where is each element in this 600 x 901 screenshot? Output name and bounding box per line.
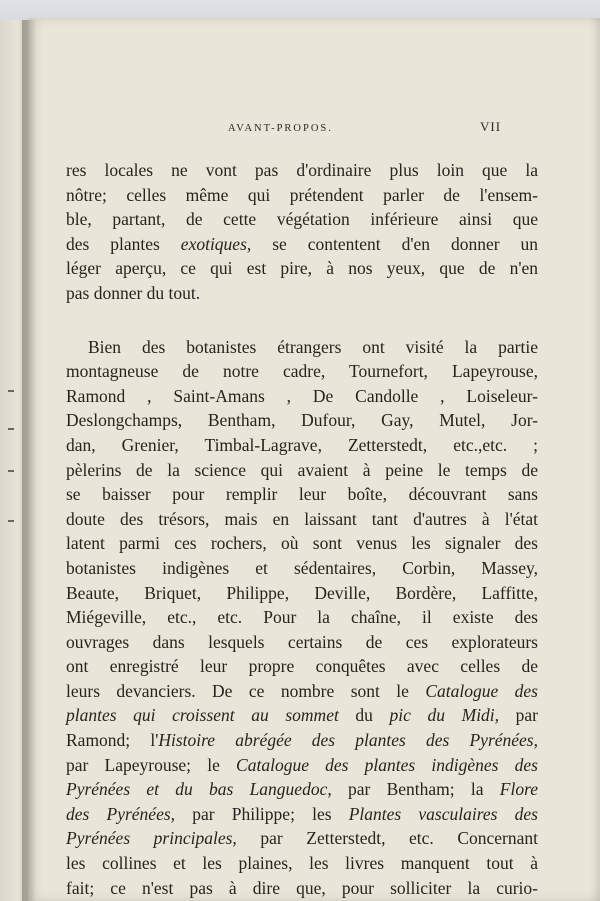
spine-shadow [22, 20, 36, 901]
text-segment: botanistes indigènes et sédentaires, Corbin, Massey, [66, 557, 538, 578]
text-line [66, 384, 538, 409]
paragraph [66, 158, 538, 306]
text-segment: nôtre; celles même qui prétendent parler de l'ensem- [66, 184, 538, 205]
text-line [66, 433, 538, 458]
book-page [28, 18, 600, 901]
text-line [66, 728, 538, 753]
text-line [66, 531, 538, 556]
text-segment: pèlerins de la science qui avaient à peine le temps de [66, 459, 538, 480]
text-line [66, 458, 538, 483]
italic-text: Flore [499, 779, 538, 800]
text-line [66, 507, 538, 532]
text-line [66, 408, 538, 433]
italic-text: Plantes vasculaires des [348, 803, 538, 824]
text-segment: latent parmi ces rochers, où sont venus les signaler des [66, 533, 538, 554]
text-line [66, 876, 538, 901]
text-line [66, 679, 538, 704]
text-line [66, 281, 538, 306]
text-line [66, 851, 538, 876]
italic-text: exotiques, [180, 233, 252, 254]
text-line [66, 654, 538, 679]
italic-text: Histoire abrégée des plantes des Pyrénées, [158, 730, 538, 751]
text-segment: des plantes [66, 233, 181, 254]
italic-text: Catalogue des [425, 680, 538, 701]
text-line [66, 802, 538, 827]
text-line [66, 581, 538, 606]
paragraph-gap [66, 306, 538, 335]
binding-marks [6, 380, 18, 540]
italic-text: plantes qui croissent au sommet [66, 705, 339, 726]
text-segment: se contentent d'en donner un [251, 233, 538, 254]
italic-text: des Pyrénées, [66, 803, 176, 824]
text-segment: Ramond , Saint-Amans , De Candolle , Loiseleur- [66, 385, 538, 406]
text-segment: léger aperçu, ce qui est pire, à nos yeux, que de n'en [66, 258, 538, 279]
text-line [66, 605, 538, 630]
text-segment: Miégeville, etc., etc. Pour la chaîne, il existe des [66, 607, 538, 628]
text-segment: par Bentham; la [331, 779, 500, 800]
text-line [66, 256, 538, 281]
text-line [66, 158, 538, 183]
text-line [66, 183, 538, 208]
text-line [66, 777, 538, 802]
running-head-title: AVANT-PROPOS. [228, 123, 333, 134]
italic-text: Pyrénées et du bas Languedoc, [66, 779, 332, 800]
text-segment: par Zetterstedt, etc. Concernant [236, 828, 539, 849]
text-segment: dan, Grenier, Timbal-Lagrave, Zetterstedt, etc.,etc. ; [66, 434, 538, 455]
text-segment: doute des trésors, mais en laissant tant d'autres à l'état [66, 508, 538, 529]
text-line [66, 482, 538, 507]
text-segment: ouvrages dans lesquels certains de ces explorateurs [66, 631, 538, 652]
italic-text: Pyrénées principales, [66, 828, 237, 849]
text-segment: Deslongchamps, Bentham, Dufour, Gay, Mutel, Jor- [66, 410, 538, 431]
text-segment: par Philippe; les [175, 803, 349, 824]
text-segment: ont enregistré leur propre conquêtes avec celles de [66, 656, 538, 677]
italic-text: pic du Midi, [389, 705, 500, 726]
text-segment: montagneuse de notre cadre, Tournefort, Lapeyrouse, [66, 361, 538, 382]
text-line [66, 207, 538, 232]
text-segment: pas donner du tout. [66, 282, 201, 303]
text-line [66, 753, 538, 778]
running-head [28, 119, 600, 143]
text-segment: fait; ce n'est pas à dire que, pour solliciter la curio- [66, 877, 538, 898]
text-segment: leurs devanciers. De ce nombre sont le [66, 680, 426, 701]
text-segment: res locales ne vont pas d'ordinaire plus loin que la [66, 160, 538, 180]
text-segment: Beaute, Briquet, Philippe, Deville, Bordère, Laffitte, [66, 582, 538, 603]
text-line [66, 335, 538, 360]
text-line [66, 703, 538, 728]
body-text [66, 158, 538, 900]
text-line [66, 556, 538, 581]
text-segment: Ramond; l' [66, 730, 159, 751]
text-segment: Bien des botanistes étrangers ont visité la partie [88, 336, 538, 357]
text-line [66, 359, 538, 384]
text-line [66, 630, 538, 655]
italic-text: Catalogue des plantes indigènes des [236, 754, 538, 775]
text-segment: du [338, 705, 390, 726]
text-line [66, 826, 538, 851]
text-segment: par [499, 705, 538, 726]
page-edge-shadow [590, 18, 600, 901]
text-segment: se baisser pour remplir leur boîte, découvrant sans [66, 484, 538, 505]
text-line [66, 232, 538, 257]
text-segment: par Lapeyrouse; le [66, 754, 237, 775]
page-number: VII [480, 119, 502, 134]
paragraph [66, 335, 538, 901]
text-segment: ble, partant, de cette végétation inférieure ainsi que [66, 209, 538, 230]
text-segment: les collines et les plaines, les livres manquent tout à [66, 853, 538, 874]
